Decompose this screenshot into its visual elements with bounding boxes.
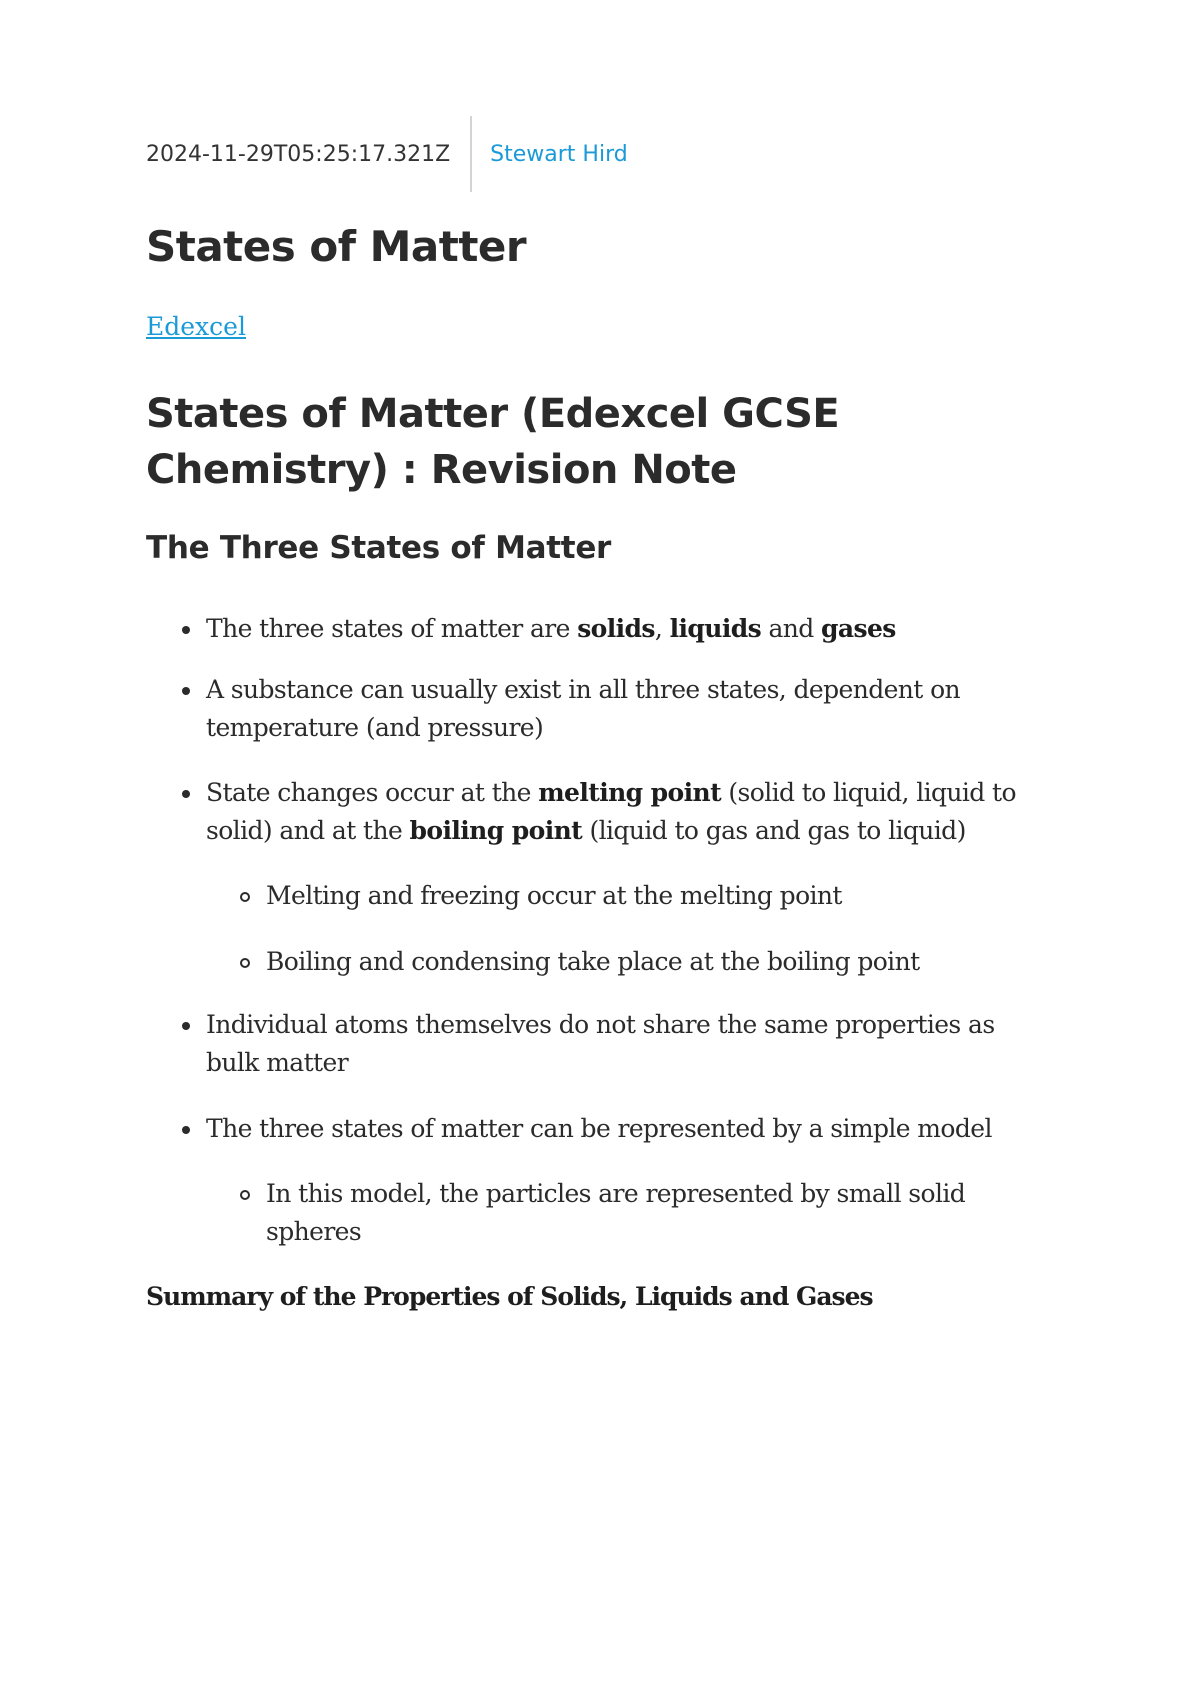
author-link[interactable]: Stewart Hird <box>490 141 628 167</box>
sub-list-item: Boiling and condensing take place at the boiling point <box>266 943 1046 981</box>
exam-board-link[interactable]: Edexcel <box>146 312 246 341</box>
list-item: A substance can usually exist in all three states, dependent on temperature (and pressure) <box>206 671 1046 747</box>
article-meta <box>146 116 628 192</box>
page-title: States of Matter <box>146 222 527 271</box>
article-headline: States of Matter (Edexcel GCSE Chemistry) : Revision Note <box>146 391 840 493</box>
list-item: Individual atoms themselves do not share the same properties as bulk matter <box>206 1006 1046 1082</box>
summary-heading: Summary of the Properties of Solids, Liquids and Gases <box>146 1282 873 1311</box>
sub-list-item: Melting and freezing occur at the melting point <box>266 877 1046 915</box>
list-item: The three states of matter are solids, liquids and gases <box>206 610 1046 648</box>
list-item: The three states of matter can be represented by a simple model <box>206 1110 1046 1148</box>
list-item: State changes occur at the melting point (solid to liquid, liquid to solid) and at the boiling point (liquid to gas and gas to liquid) <box>206 774 1046 850</box>
publish-date: 2024-11-29T05:25:17.321Z <box>146 141 451 167</box>
section-heading: The Three States of Matter <box>146 530 612 566</box>
sub-list-item: In this model, the particles are represented by small solid spheres <box>266 1175 1046 1251</box>
